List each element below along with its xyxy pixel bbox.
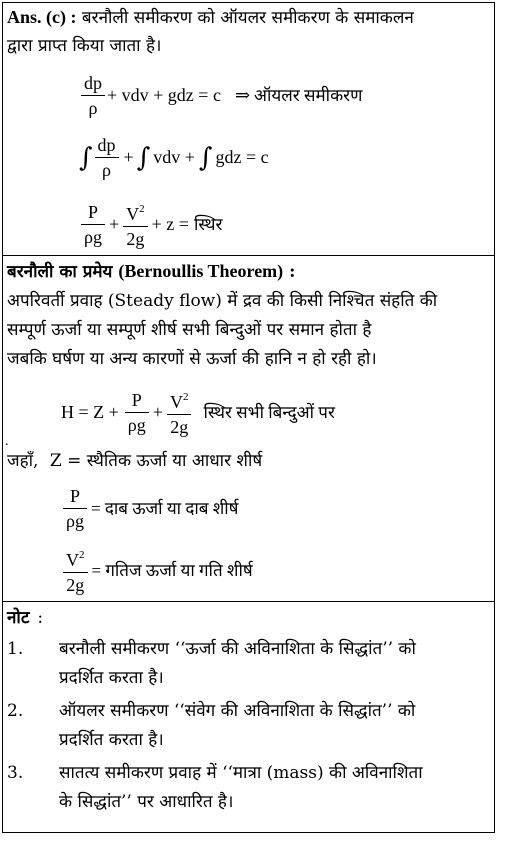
theorem-heading-en: (Bernoullis Theorem) [118, 261, 284, 281]
velocity-fraction [63, 545, 88, 595]
bernoulli-result: स्थिर [193, 214, 223, 234]
integral-num: dp [95, 135, 119, 158]
answer-box [2, 2, 495, 833]
theorem-para-line-3: जबकि घर्षण या अन्य कारणों से ऊर्जा की हानि न हो रही हो। [7, 349, 377, 369]
euler-label: ऑयलर समीकरण [254, 86, 363, 105]
bernoulli-plus: + [108, 213, 120, 234]
stray-dot: . [5, 434, 9, 449]
pressure-den: ρg [66, 511, 84, 531]
head-equation [61, 387, 335, 437]
integral-sign-1: ∫ [79, 142, 93, 173]
euler-fraction [81, 73, 105, 118]
bernoulli-fraction-1 [81, 202, 105, 247]
note-number: 2. [7, 701, 24, 721]
head-num-2: $V^2$ [167, 387, 192, 415]
answer-section [3, 3, 494, 256]
bernoulli-equation [79, 199, 222, 249]
integral-fraction [95, 135, 119, 180]
theorem-section [3, 256, 494, 602]
pressure-num: P [63, 486, 87, 509]
answer-label: Ans. (c) : [7, 7, 77, 27]
answer-line-1 [7, 3, 414, 33]
bernoulli-den-1: ρg [84, 226, 102, 247]
answer-line-2: द्वारा प्राप्त किया जाता है। [7, 36, 162, 56]
integral-sign-3: ∫ [198, 142, 213, 173]
velocity-definition [61, 545, 253, 595]
note-item-1 [7, 635, 491, 695]
pressure-definition [61, 486, 239, 531]
velocity-text: = गतिज ऊर्जा या गति शीर्ष [91, 560, 253, 580]
theorem-para-line-1: अपरिवर्ती प्रवाह (Steady flow) में द्रव की किसी निश्चित संहति की [7, 291, 438, 311]
theorem-heading-hi: बरनौली का प्रमेय [7, 262, 113, 282]
head-plus: + [152, 401, 163, 422]
notes-heading-colon: : [37, 608, 44, 628]
euler-rest: + vdv + gdz = c [107, 85, 221, 105]
head-label: स्थिर सभी बिन्दुओं पर [203, 402, 335, 422]
integral-part-2: vdv + [153, 147, 195, 167]
theorem-para-line-2: सम्पूर्ण ऊर्जा या सम्पूर्ण शीर्ष सभी बिन्दुओं पर समान होता है [7, 320, 372, 340]
bernoulli-num-1: P [81, 202, 105, 225]
bernoulli-den-2: 2g [126, 229, 145, 249]
pressure-fraction [63, 486, 87, 531]
head-lhs: H = Z + [61, 401, 119, 422]
euler-num: dp [81, 73, 105, 96]
note-number: 3. [7, 763, 24, 783]
euler-den: ρ [88, 98, 98, 118]
note-text: सातत्य समीकरण प्रवाह में ‘‘मात्रा (mass) की अविनाशिता के सिद्धांत’’ पर आधारित है। [59, 763, 423, 812]
note-number: 1. [7, 639, 24, 659]
theorem-heading-colon: : [289, 262, 296, 282]
theorem-heading [7, 257, 295, 287]
note-text: बरनौली समीकरण ‘‘ऊर्जा की अविनाशिता के सिद्धांत’’ को प्रदर्शित करता है। [59, 639, 416, 688]
where-line [7, 447, 262, 476]
answer-text-1: बरनौली समीकरण को ऑयलर समीकरण के समाकलन [81, 8, 414, 28]
head-fraction-1 [125, 390, 149, 435]
head-num-1: P [125, 390, 149, 413]
euler-equation [79, 73, 362, 118]
note-item-2 [7, 697, 491, 757]
note-item-3 [7, 759, 491, 819]
head-fraction-2 [167, 387, 192, 437]
velocity-den: 2g [66, 575, 85, 595]
implies-arrow: ⇒ [234, 85, 251, 105]
notes-heading [7, 604, 43, 633]
where-label: जहाँ, [7, 451, 39, 471]
bernoulli-fraction-2 [123, 199, 148, 249]
integral-equation: ∫ $\frac{dp}{\rho}$ + ∫ vdv + ∫ gdz = c [79, 135, 269, 180]
bernoulli-rest: + z = [151, 213, 189, 234]
integral-part-3: gdz = c [215, 147, 269, 167]
notes-section [3, 602, 494, 832]
integral-sign-2: ∫ [136, 142, 151, 173]
note-text: ऑयलर समीकरण ‘‘संवेग की अविनाशिता के सिद्धांत’’ को प्रदर्शित करता है। [59, 701, 416, 750]
integral-den: ρ [102, 160, 112, 180]
bernoulli-num-2: $V^2$ [123, 199, 148, 227]
z-definition: Z = स्थैतिक ऊर्जा या आधार शीर्ष [49, 451, 263, 471]
velocity-num: $V^2$ [63, 545, 88, 573]
notes-heading-label: नोट [7, 608, 30, 628]
head-den-1: ρg [127, 414, 146, 435]
head-den-2: 2g [170, 417, 189, 437]
pressure-text: = दाब ऊर्जा या दाब शीर्ष [90, 499, 239, 518]
